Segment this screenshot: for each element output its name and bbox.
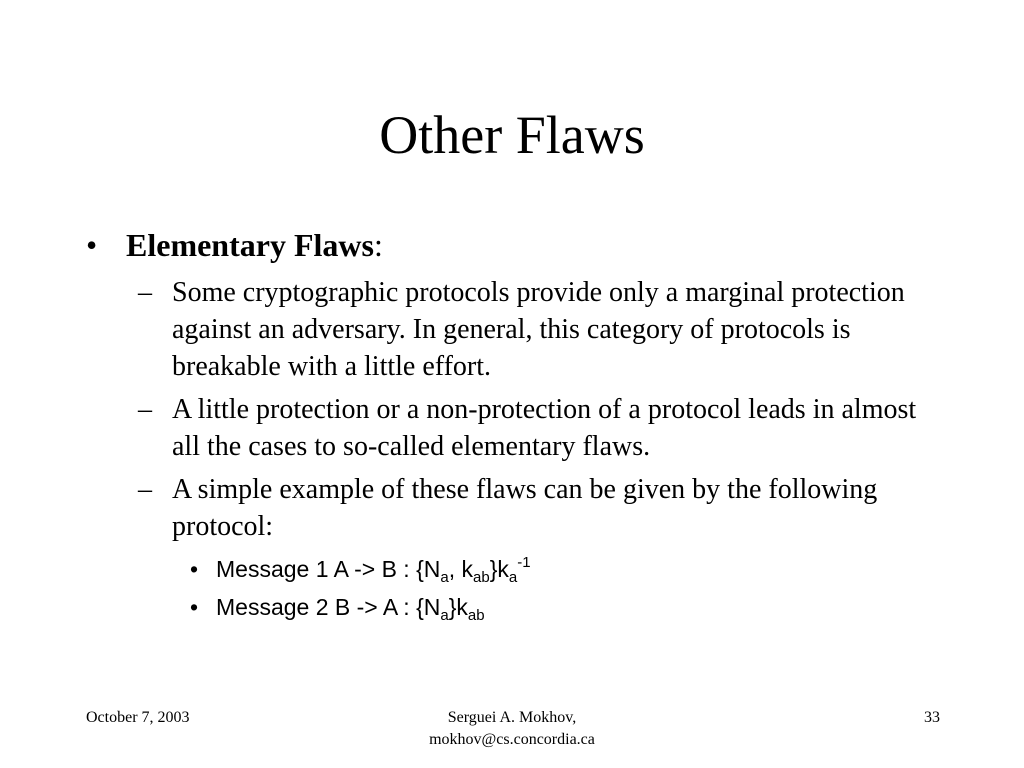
- message-text: , k: [448, 556, 473, 582]
- sub-bullet-text: A simple example of these flaws can be given by the following protocol:: [172, 474, 878, 542]
- message-list: [86, 551, 946, 625]
- subscript: a: [440, 607, 449, 624]
- bullet-heading-suffix: :: [373, 227, 383, 263]
- bullet-elementary-flaws: [86, 224, 946, 266]
- message-text: }k: [448, 594, 468, 620]
- footer-author-email: mokhov@cs.concordia.ca: [429, 731, 595, 748]
- sub-bullet-text: Some cryptographic protocols provide only a marginal protection against an adversary. In general, this category of protocols is breakable with a little effort.: [172, 277, 905, 382]
- footer-page-number: 33: [924, 709, 940, 726]
- sub-bullet-text: A little protection or a non-protection of a protocol leads in almost all the cases to so-called elementary flaws.: [172, 394, 917, 462]
- message-bullet-marker: •: [190, 556, 199, 582]
- bullet-heading: Elementary Flaws: [126, 227, 374, 263]
- message-item: [86, 589, 946, 625]
- message-text: Message 1 A -> B : {N: [216, 556, 441, 582]
- sub-bullet-list: [86, 274, 946, 545]
- message-item: [86, 551, 946, 587]
- footer-author-name: Serguei A. Mokhov,: [447, 709, 577, 726]
- message-bullet-marker: •: [190, 594, 199, 620]
- dash-marker: –: [138, 277, 152, 308]
- subscript: ab: [467, 607, 485, 624]
- slide-title: Other Flaws: [379, 105, 645, 165]
- bullet-marker: •: [86, 227, 98, 263]
- sub-bullet-item: [86, 471, 942, 545]
- superscript: -1: [517, 554, 531, 571]
- message-text: }k: [489, 556, 509, 582]
- dash-marker: –: [138, 394, 152, 425]
- dash-marker: –: [138, 474, 152, 505]
- subscript: ab: [473, 569, 490, 586]
- subscript: a: [508, 569, 518, 586]
- sub-bullet-item: [86, 274, 942, 385]
- sub-bullet-item: [86, 391, 942, 465]
- slide-content: [86, 224, 946, 627]
- subscript: a: [440, 569, 449, 586]
- footer-date: October 7, 2003: [86, 709, 190, 726]
- footer-author: [362, 707, 662, 751]
- message-text: Message 2 B -> A : {N: [216, 594, 441, 620]
